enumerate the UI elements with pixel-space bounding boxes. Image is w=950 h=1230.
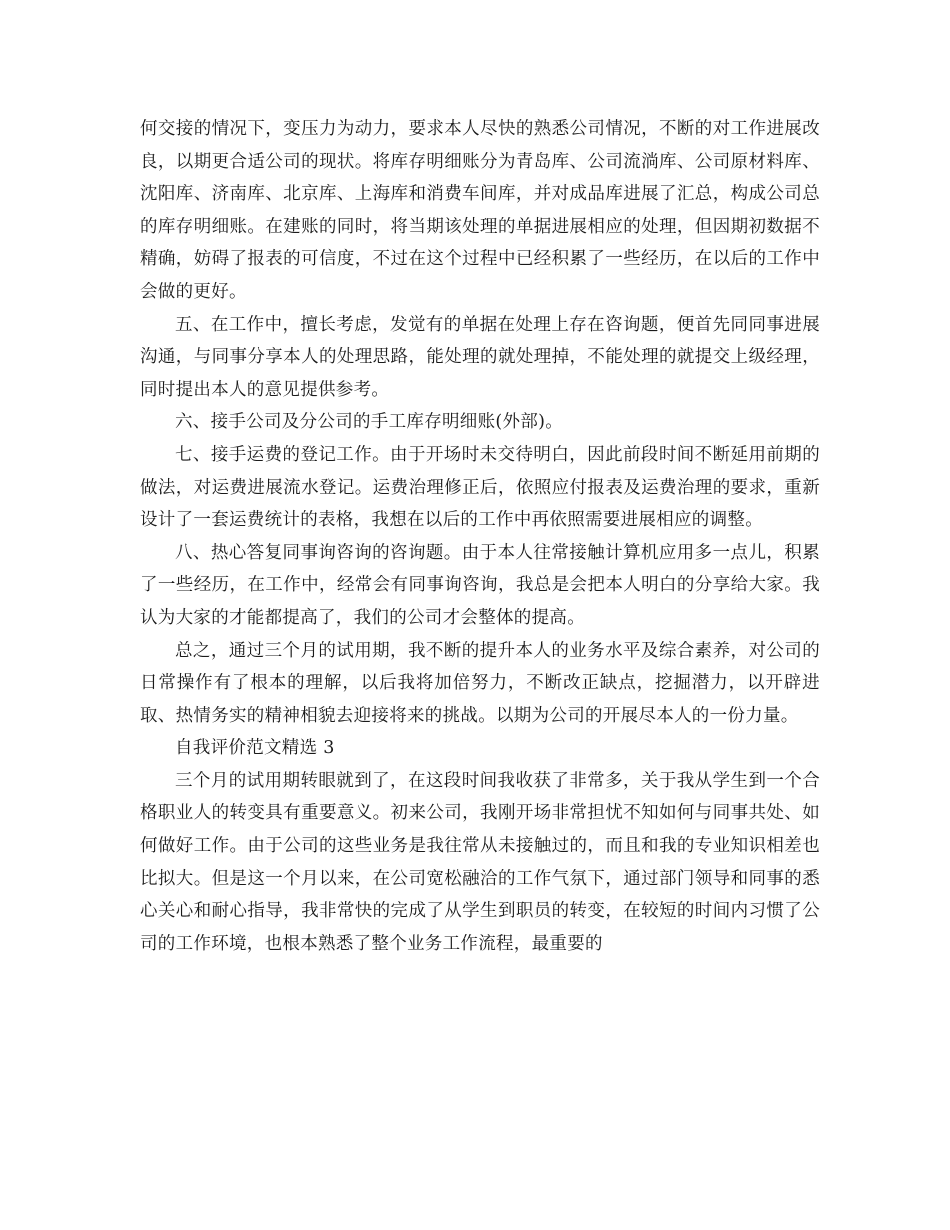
paragraph-item-seven: 七、接手运费的登记工作。由于开场时未交待明白，因此前段时间不断延用前期的做法，对运费进展流水登记。运费治理修正后，依照应付报表及运费治理的要求，重新设计了一套运费统计的表格，我想在以后的工作中再依照需要进展相应的调整。: [140, 444, 820, 531]
document-body: [140, 113, 820, 960]
paragraph-item-five: 五、在工作中，擅长考虑，发觉有的单据在处理上存在咨询题，便首先同同事进展沟通，与同事分享本人的处理思路，能处理的就处理掉，不能处理的就提交上级经理，同时提出本人的意见提供参考。: [140, 314, 820, 400]
paragraph-summary: 总之，通过三个月的试用期，我不断的提升本人的业务水平及综合素养，对公司的日常操作有了根本的理解，以后我将加倍努力，不断改正缺点，挖掘潜力，以开辟进取、热情务实的精神相貌去迎接将来的挑战。以期为公司的开展尽本人的一份力量。: [140, 640, 820, 726]
section-heading: 自我评价范文精选 3: [175, 738, 335, 759]
paragraph-item-six: 六、接手公司及分公司的手工库存明细账(外部)。: [175, 412, 564, 433]
paragraph-item-eight: 八、热心答复同事询咨询的咨询题。由于本人往常接触计算机应用多一点儿，积累了一些经历，在工作中，经常会有同事询咨询，我总是会把本人明白的分享给大家。我认为大家的才能都提高了，我们的公司才会整体的提高。: [140, 542, 820, 628]
paragraph-inventory-ledger: 何交接的情况下，变压力为动力，要求本人尽快的熟悉公司情况，不断的对工作进展改良，以期更合适公司的现状。将库存明细账分为青岛库、公司流淌库、公司原材料库、沈阳库、济南库、北京库、上海库和消费车间库，并对成品库进展了汇总，构成公司总的库存明细账。在建账的同时，将当期该处理的单据进展相应的处理，但因期初数据不精确，妨碍了报表的可信度，不过在这个过程中已经积累了一些经历，在以后的工作中会做的更好。: [140, 119, 820, 302]
paragraph-section-three-intro: 三个月的试用期转眼就到了，在这段时间我收获了非常多，关于我从学生到一个合格职业人的转变具有重要意义。初来公司，我刚开场非常担忧不知如何与同事共处、如何做好工作。由于公司的这些业务是我往常从未接触过的，而且和我的专业知识相差也比拟大。但是这一个月以来，在公司宽松融洽的工作气氛下，通过部门领导和同事的悉心关心和耐心指导，我非常快的完成了从学生到职员的转变，在较短的时间内习惯了公司的工作环境，也根本熟悉了整个业务工作流程，最重要的: [140, 770, 820, 954]
